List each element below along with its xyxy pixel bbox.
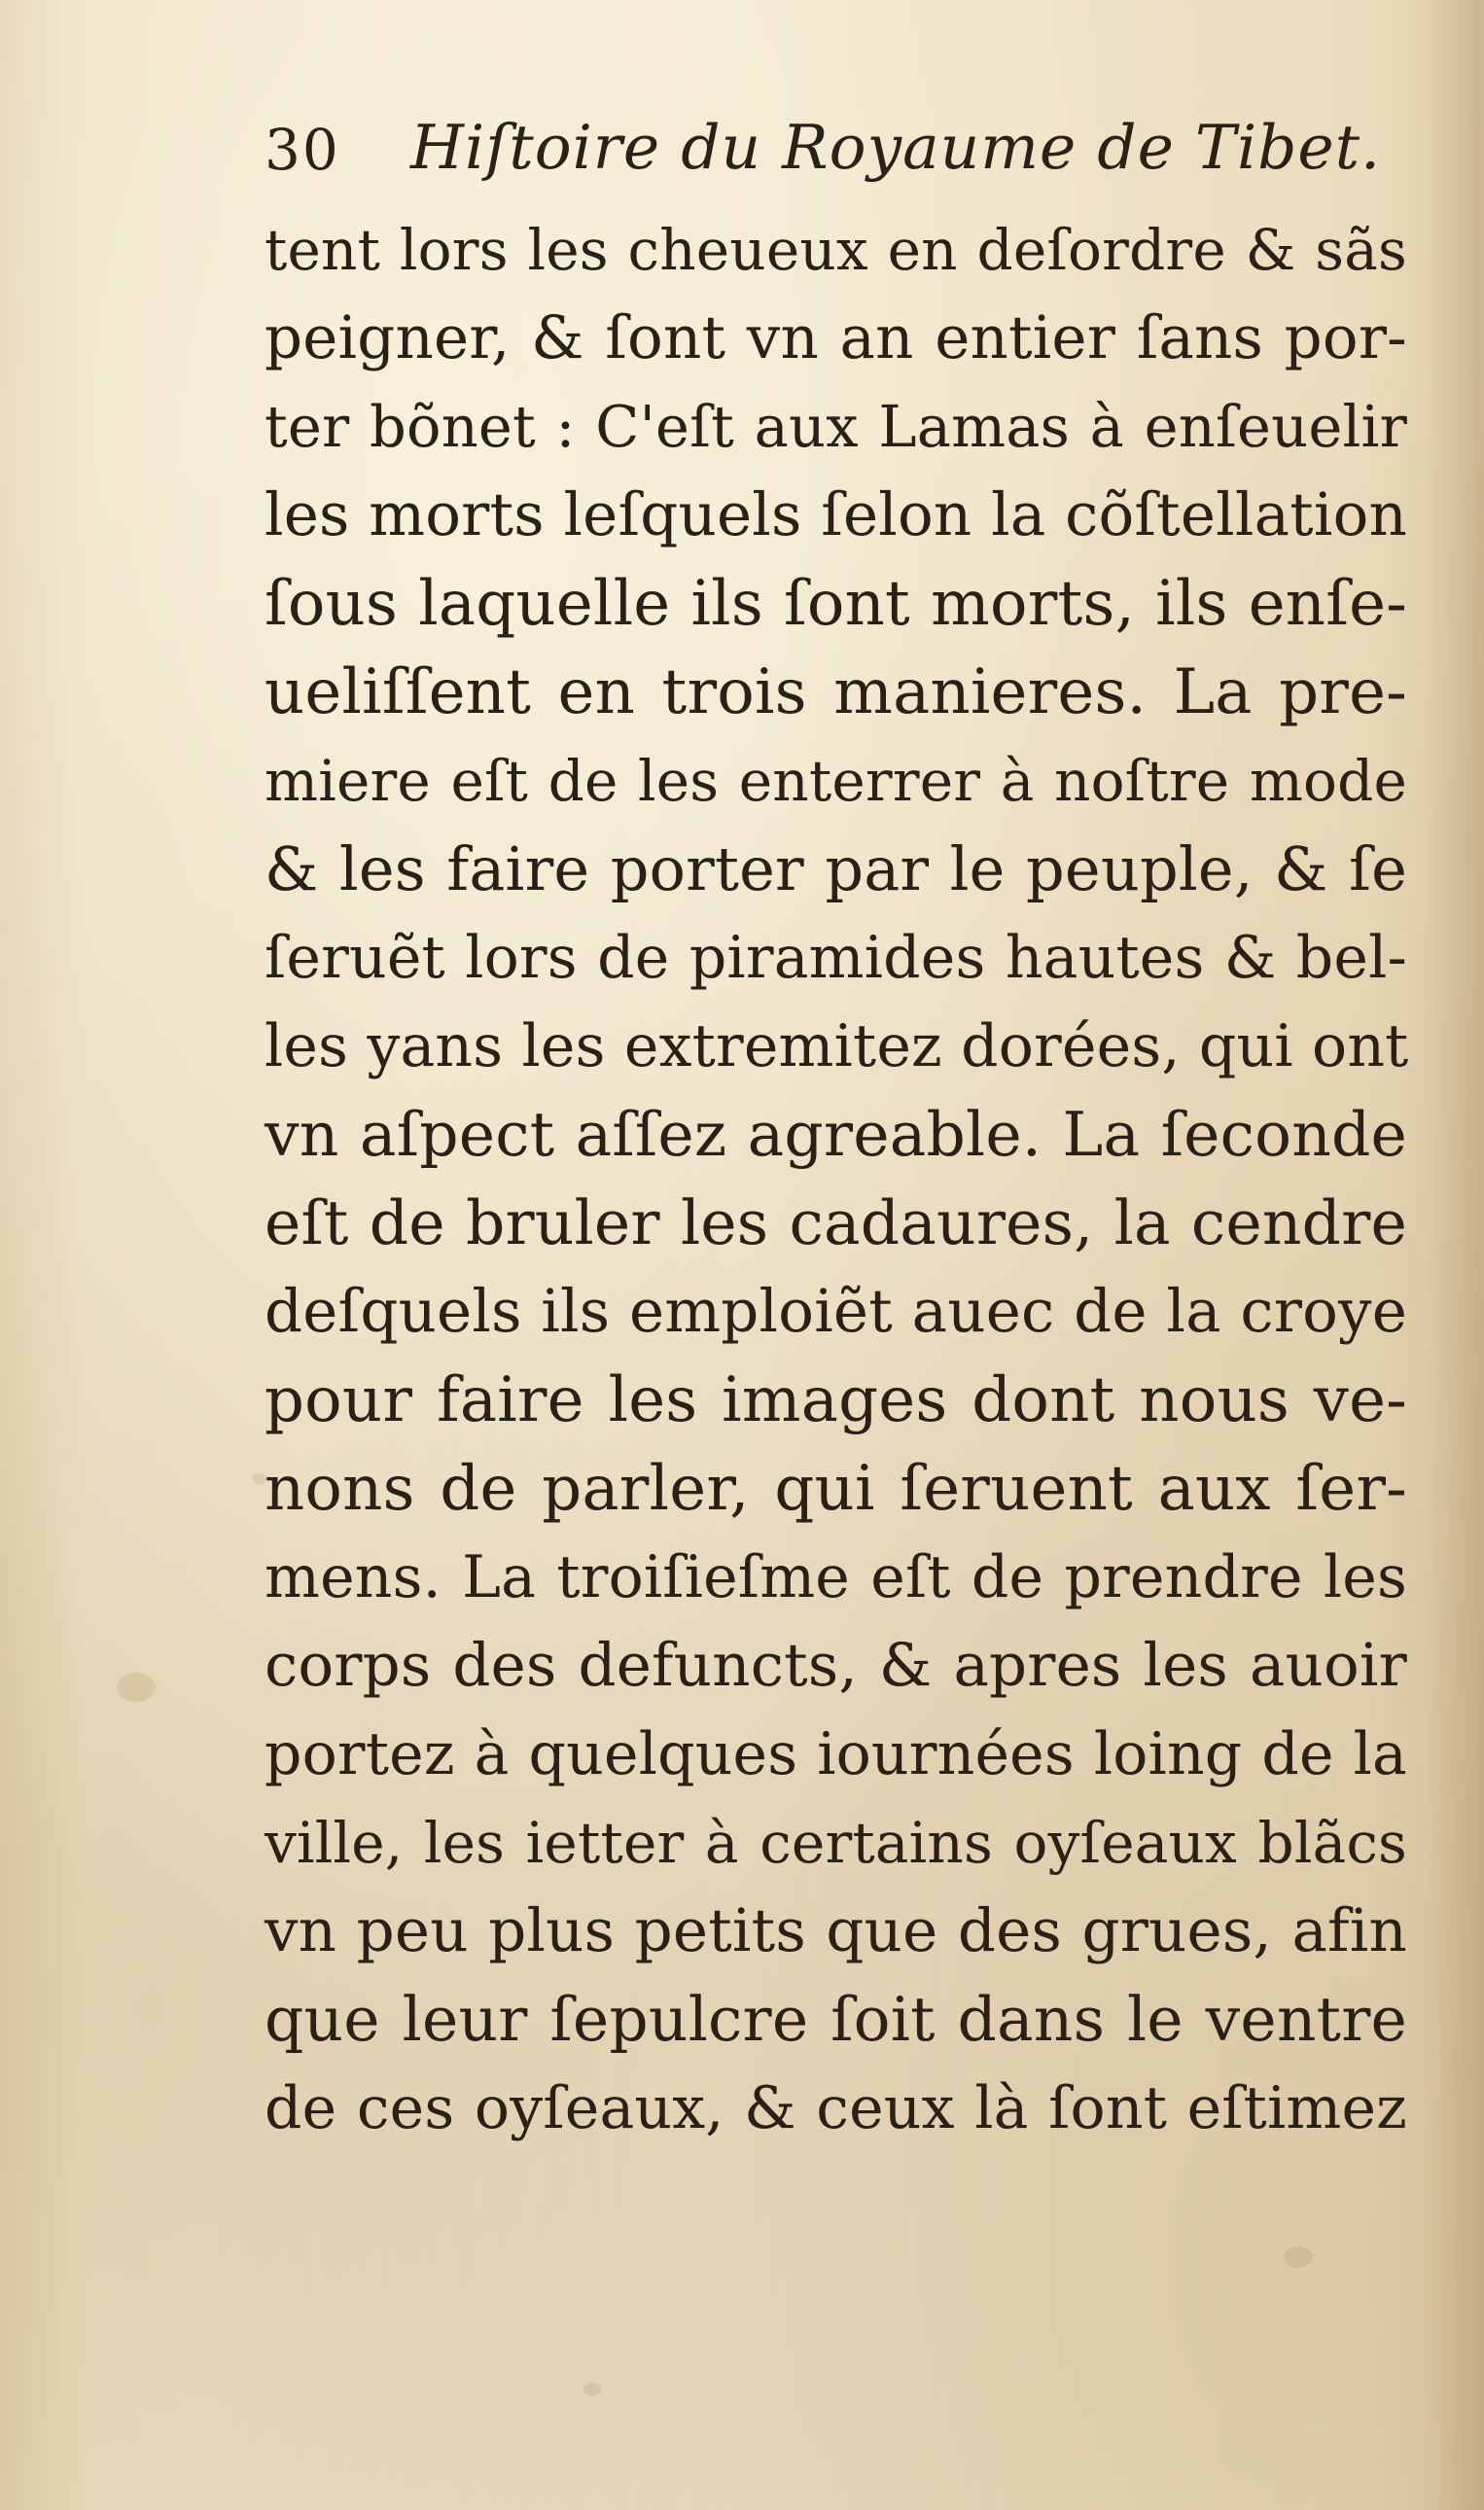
text-line: ueliſſent en trois manieres. La pre- (265, 656, 1407, 728)
running-header (265, 105, 1393, 193)
text-line: nons de parler, qui ſeruent aux ſer- (265, 1453, 1407, 1525)
text-line: portez à quelques iournées loing de la (265, 1720, 1407, 1788)
text-line: les yans les extremitez dorées, qui ont (265, 1012, 1409, 1080)
running-title: Hiſtoire du Royaume de Tibet. (410, 112, 1382, 183)
text-line: vn peu plus petits que des grues, afin (265, 1896, 1407, 1965)
text-line: de ces oyſeaux, & ceux là ſont eſtimez (265, 2074, 1407, 2142)
text-line: pour faire les images dont nous ve- (265, 1364, 1407, 1436)
text-line: ſeruẽt lors de piramides hautes & bel- (265, 924, 1407, 992)
text-line: vn aſpect aſſez agreable. La ſeconde (265, 1099, 1407, 1170)
text-line: ſous laquelle ils ſont morts, ils enſe- (265, 568, 1407, 640)
text-line: mens. La troiſieſme eſt de prendre les (265, 1543, 1407, 1611)
paper-stain (583, 2383, 601, 2396)
text-line: corps des defuncts, & apres les auoir (265, 1631, 1407, 1700)
body-text (265, 206, 1407, 2200)
text-line: que leur ſepulcre ſoit dans le ventre (265, 1984, 1407, 2055)
paper-stain (117, 1673, 156, 1702)
page-edge-shadow (1426, 0, 1484, 2510)
text-line: tent lors les cheueux en deſordre & sãs (265, 217, 1407, 283)
text-line: ville, les ietter à certains oyſeaux blãcs (265, 1810, 1407, 1876)
paper-stain (1284, 2246, 1313, 2268)
page-number: 30 (265, 117, 340, 183)
text-line: miere eſt de les enterrer à noſtre mode (265, 748, 1407, 814)
text-line: eſt de bruler les cadaures, la cendre (265, 1187, 1407, 1258)
text-line: ter bõnet : C'eſt aux Lamas à enſeuelir (265, 393, 1407, 460)
text-line: deſquels ils emploiẽt auec de la croye (265, 1277, 1407, 1346)
text-line: & les faire porter par le peuple, & ſe (265, 833, 1407, 904)
text-line: peigner, & ſont vn an entier ſans por- (265, 303, 1407, 372)
text-line: les morts leſquels ſelon la cõſtellation (265, 480, 1407, 549)
